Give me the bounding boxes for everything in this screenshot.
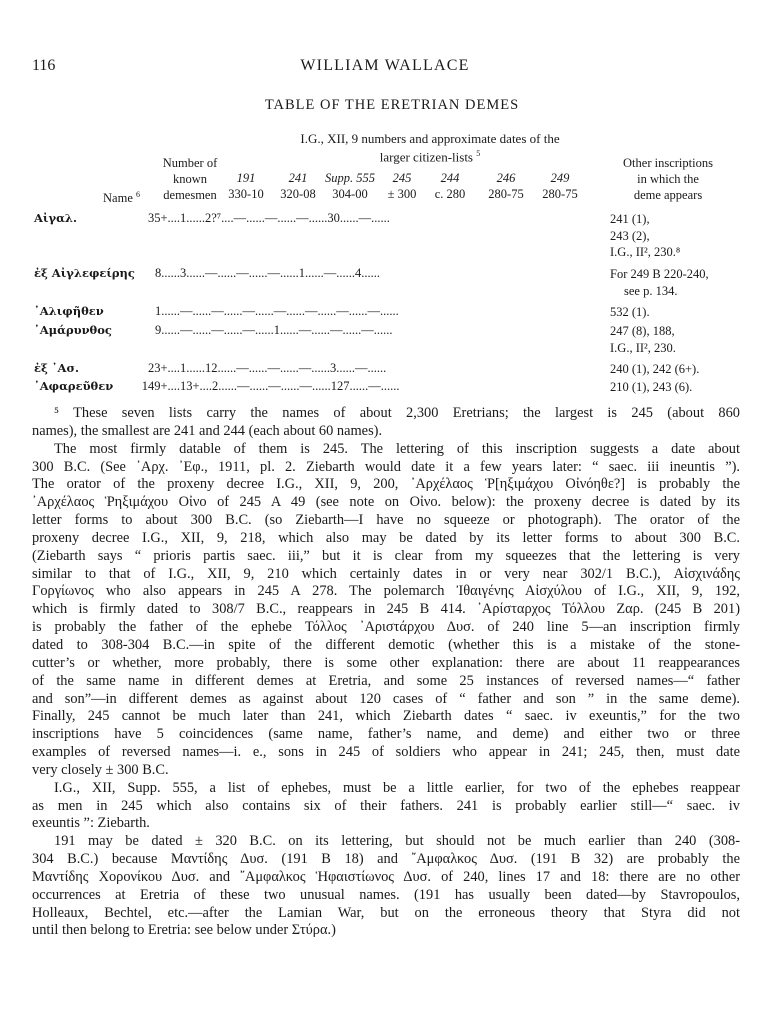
list-date: 320-08 [280, 187, 316, 201]
page-number: 116 [32, 57, 56, 74]
text-line: Holleaux, Bechtel, etc.—after the Lamian War, but on the erroneous theory that Styra did not [32, 904, 740, 921]
subtitle-text: larger citizen-lists [379, 149, 473, 165]
text-line: dated to 308-304 B.C.—in spite of the different demotic (whether this is a mistake of the stone- [32, 636, 740, 653]
table-subtitle-line-2 [230, 146, 630, 164]
other-line: 241 (1), [610, 212, 650, 226]
header-line: Number of [162, 156, 218, 170]
column-header-other [605, 155, 731, 203]
list-number: 241 [288, 171, 308, 185]
table-row [0, 361, 784, 379]
table-row [0, 266, 784, 298]
deme-name: ᾿Αμάρυνθος [34, 323, 112, 337]
other-line: 210 (1), 243 (6). [610, 380, 693, 394]
footnote-mark: 6 [136, 190, 140, 199]
other-line: I.G., II², 230. [610, 340, 676, 355]
deme-count: 23+.... [147, 361, 180, 375]
footnote-mark: 5 [476, 149, 481, 158]
deme-list-values: 1......2?⁷....—......—......—......30......—...... [180, 211, 390, 225]
header-line: demesmen [163, 188, 217, 202]
text-line: very closely ± 300 B.C. [32, 761, 169, 778]
list-date: 304-00 [332, 187, 368, 201]
text-line: The orator of the proxeny decree I.G., XII, 9, 200, ᾿Αρχέλαος Ῥ[ηξιμάχου Οἰνόηθε?] is probably the [32, 476, 740, 493]
text-line: Finally, 245 cannot be much later than 241, which Ziebarth dates “ saec. iv exeuntis,” for the two [32, 708, 740, 725]
deme-name: ᾿Αφαρεῦθεν [34, 379, 114, 393]
text-line: letter forms to about 300 B.C. (so Ziebarth—I have no squeeze or photograph). The orator of the [32, 512, 740, 529]
deme-other-inscriptions [610, 304, 760, 321]
deme-count: 149+.... [141, 379, 180, 393]
header-line: known [172, 172, 208, 186]
deme-list-values: 1......12......—......—......—......3......—...... [180, 361, 387, 375]
text-line: cutter’s or whether, more probably, there is some other explanation: there are about 11 reappearances [32, 654, 740, 671]
text-line: ᾿Αρχέλαος Ῥηξιμάχου Οἰνο of 245 A 49 (see note on Οἰνο. below): the proxeny decree is dated by its [32, 494, 740, 511]
other-line: 532 (1). [610, 305, 650, 319]
text-line: which is firmly dated to 308/7 B.C., reappears in 245 B 414. ᾿Αρίσταρχος Τόλλου Ζαρ. (245 B 201) [32, 601, 740, 618]
list-number: Supp. 555 [325, 171, 375, 185]
other-line: 240 (1), 242 (6+). [610, 362, 700, 376]
deme-count: 8...... [155, 266, 180, 280]
list-date: c. 280 [434, 187, 466, 201]
column-header-name [60, 187, 140, 206]
text-line: The most firmly datable of them is 245. The lettering of this inscription suggests a date about [54, 440, 740, 457]
other-line: I.G., II², 230.⁸ [610, 245, 681, 259]
text-line: (Ziebarth says “ prioris partis saec. iii,” but it is clear from my squeezes that the lettering is very [32, 547, 740, 564]
deme-name: ἐξ Αἰγλεφείρης [34, 266, 135, 280]
deme-other-inscriptions [610, 266, 760, 299]
list-number: 246 [496, 171, 516, 185]
deme-count: 9...... [155, 323, 180, 337]
deme-count: 1...... [155, 304, 180, 318]
text-line: proxeny decree I.G., XII, 9, 218, which also may be dated by its letter forms to about 300 B.C. [32, 529, 740, 546]
text-line: until then belong to Eretria: see below under Στύρα.) [32, 922, 336, 939]
list-number: 191 [236, 171, 256, 185]
deme-name: ἐξ ᾿Ασ. [34, 361, 79, 375]
deme-other-inscriptions [610, 379, 760, 396]
table-title: TABLE OF THE ERETRIAN DEMES [264, 97, 520, 113]
list-number: 244 [440, 171, 460, 185]
other-line: see p. 134. [624, 283, 678, 298]
deme-name: Αἰγαλ. [34, 211, 77, 225]
running-title: WILLIAM WALLACE [300, 57, 470, 74]
table-row [0, 211, 784, 259]
list-date: 280-75 [488, 187, 524, 201]
other-line: 247 (8), 188, [610, 324, 675, 338]
text-line: Μαντίδης Χορονίκου Δυσ. and ῎Αμφαλκος Ἡφαιστίωνος Δυσ. of 240, lines 17 and 18: there are no other [32, 868, 740, 885]
text-line: is probably the father of the ephebe Τόλλος ᾿Αριστάρχου Δυσ. of 240 line 5—an inscription firmly [32, 619, 740, 636]
deme-list-values: —......—......—......1......—......—......—...... [180, 323, 393, 337]
text-line: 191 may be dated ± 320 B.C. on its lettering, but should not be much earlier than 240 (308- [54, 833, 740, 850]
text-line: exeuntis ”: Ziebarth. [32, 815, 150, 832]
text-line: 300 B.C. (See ᾿Αρχ. ᾿Εφ., 1911, pl. 2. Ziebarth would date it a few years later: “ saec. iii ineuntis ”). [32, 458, 740, 475]
text-line: inscriptions have 5 coincidences (same name, father’s name, and deme) and either two or three [32, 726, 740, 743]
deme-list-values: 3......—......—......—......1......—......4...... [180, 266, 380, 280]
deme-list-values: 13+....2......—......—......—......127......—...... [180, 379, 400, 393]
text-line: 304 B.C.) because Μαντίδης Δυσ. (191 B 18) and ῎Αμφαλκος Δυσ. (191 B 32) are probably the [32, 851, 740, 868]
table-row [0, 323, 784, 355]
list-number: 245 [392, 171, 412, 185]
text-line: similar to that of I.G., XII, 9, 210 which certainly dates in or very near 302/1 B.C.), Αἰσχινάδης [32, 565, 740, 582]
list-date: 280-75 [542, 187, 578, 201]
header-line: Other inscriptions [623, 156, 713, 170]
text-line: Γοργίωνος who also appears in 245 A 278. The polemarch Ἰθαιγένης Αἰσχύλου of I.G., XII, 9, 192, [32, 583, 740, 600]
text-line: examples of reversed names—i. e., sons in 245 of soldiers who appear in 241; 245, then, must date [32, 744, 740, 761]
other-line: For 249 B 220-240, [610, 267, 709, 281]
text-line: as men in 245 which also contains six of their fathers. 241 is probably earlier still—“ saec. iv [32, 797, 740, 814]
table-row [0, 304, 784, 322]
footnote-line: ⁵ These seven lists carry the names of about 2,300 Eretrians; the largest is 245 (about 860 [54, 405, 740, 421]
deme-name: ᾿Αλιφῆθεν [34, 304, 104, 318]
deme-other-inscriptions [610, 323, 760, 356]
table-subtitle [230, 131, 630, 164]
deme-other-inscriptions [610, 361, 760, 378]
list-date: 330-10 [228, 187, 264, 201]
header-line: deme appears [633, 188, 703, 202]
deme-list-values: —......—......—......—......—......—......—...... [180, 304, 399, 318]
column-header-name-text: Name [103, 191, 133, 206]
running-head [32, 57, 738, 79]
footnote-line: names), the smallest are 241 and 244 (each about 60 names). [32, 422, 383, 439]
deme-other-inscriptions [610, 211, 760, 261]
table-subtitle-line-1: I.G., XII, 9 numbers and approximate dates of the [300, 131, 560, 146]
text-line: occurrences at Eretria of these two unusual names. (191 has usually been dated—by Stavropoulos, [32, 886, 740, 903]
header-line: in which the [637, 172, 699, 186]
table-row [0, 379, 784, 397]
deme-count: 35+.... [147, 211, 180, 225]
list-date: ± 300 [387, 187, 417, 201]
list-number: 249 [550, 171, 570, 185]
other-line: 243 (2), [610, 228, 650, 243]
body-text [32, 405, 740, 940]
text-line: and son”—in different demes as against about 120 cases of “ father and son ” in the same deme). [32, 690, 740, 707]
text-line: I.G., XII, Supp. 555, a list of ephebes, must be a little earlier, for two of the ephebes reappear [54, 779, 740, 796]
text-line: of the same name in different demes at Eretria, and some 25 instances of reversed names—“ father [32, 672, 740, 689]
